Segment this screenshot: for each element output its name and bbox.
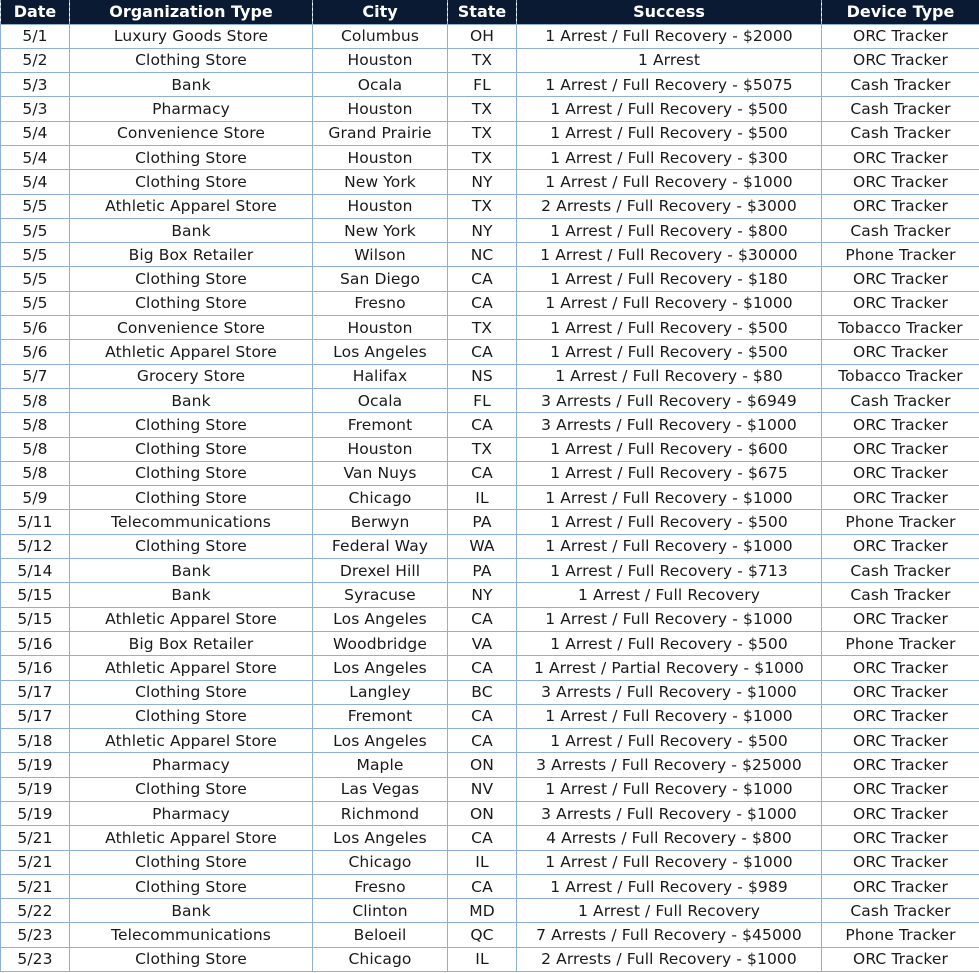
cell-state: CA [448, 607, 517, 631]
cell-device-type: ORC Tracker [822, 194, 979, 218]
cell-device-type: ORC Tracker [822, 534, 979, 558]
cell-organization-type: Convenience Store [70, 316, 313, 340]
cell-date: 5/1 [1, 24, 70, 48]
table-row [1, 631, 979, 655]
cell-success: 1 Arrest [517, 48, 822, 72]
cell-state: VA [448, 631, 517, 655]
cell-organization-type: Athletic Apparel Store [70, 729, 313, 753]
cell-state: TX [448, 121, 517, 145]
cell-date: 5/12 [1, 534, 70, 558]
cell-state: TX [448, 97, 517, 121]
cell-device-type: Cash Tracker [822, 388, 979, 412]
cell-organization-type: Telecommunications [70, 923, 313, 947]
table-row [1, 170, 979, 194]
cell-organization-type: Luxury Goods Store [70, 24, 313, 48]
cell-organization-type: Clothing Store [70, 777, 313, 801]
cell-city: Houston [313, 316, 448, 340]
cell-device-type: Cash Tracker [822, 73, 979, 97]
cell-city: Houston [313, 194, 448, 218]
table-row [1, 413, 979, 437]
cell-device-type: Phone Tracker [822, 510, 979, 534]
cell-city: Houston [313, 97, 448, 121]
cell-organization-type: Convenience Store [70, 121, 313, 145]
cell-device-type: ORC Tracker [822, 267, 979, 291]
cell-city: Halifax [313, 364, 448, 388]
cell-state: ON [448, 753, 517, 777]
cell-device-type: ORC Tracker [822, 145, 979, 169]
cell-organization-type: Pharmacy [70, 802, 313, 826]
cell-date: 5/17 [1, 704, 70, 728]
cell-city: Wilson [313, 243, 448, 267]
cell-organization-type: Big Box Retailer [70, 243, 313, 267]
cell-date: 5/22 [1, 899, 70, 923]
table-row [1, 486, 979, 510]
table-row [1, 729, 979, 753]
cell-date: 5/8 [1, 413, 70, 437]
table-row [1, 194, 979, 218]
cell-city: New York [313, 170, 448, 194]
cell-success: 3 Arrests / Full Recovery - $25000 [517, 753, 822, 777]
cell-state: IL [448, 850, 517, 874]
cell-state: TX [448, 437, 517, 461]
cell-city: Chicago [313, 486, 448, 510]
cell-state: MD [448, 899, 517, 923]
cell-organization-type: Athletic Apparel Store [70, 607, 313, 631]
column-header-organization-type: Organization Type [70, 0, 313, 24]
table-row [1, 802, 979, 826]
cell-date: 5/21 [1, 850, 70, 874]
table-row [1, 364, 979, 388]
cell-success: 1 Arrest / Full Recovery - $5075 [517, 73, 822, 97]
cell-device-type: ORC Tracker [822, 826, 979, 850]
cell-city: Chicago [313, 947, 448, 971]
cell-success: 7 Arrests / Full Recovery - $45000 [517, 923, 822, 947]
cell-success: 1 Arrest / Full Recovery - $500 [517, 729, 822, 753]
cell-state: CA [448, 340, 517, 364]
cell-device-type: Tobacco Tracker [822, 316, 979, 340]
cell-city: Fremont [313, 704, 448, 728]
table-row [1, 826, 979, 850]
cell-organization-type: Clothing Store [70, 48, 313, 72]
cell-organization-type: Athletic Apparel Store [70, 194, 313, 218]
cell-date: 5/23 [1, 923, 70, 947]
table-row [1, 753, 979, 777]
cell-date: 5/15 [1, 607, 70, 631]
table-row [1, 583, 979, 607]
cell-device-type: Phone Tracker [822, 243, 979, 267]
cell-success: 1 Arrest / Full Recovery - $1000 [517, 534, 822, 558]
cell-state: CA [448, 874, 517, 898]
cell-organization-type: Pharmacy [70, 97, 313, 121]
cell-city: Woodbridge [313, 631, 448, 655]
table-body [1, 24, 979, 972]
cell-success: 1 Arrest / Full Recovery [517, 583, 822, 607]
header-row [1, 0, 979, 24]
cell-date: 5/5 [1, 218, 70, 242]
table-row [1, 874, 979, 898]
cell-organization-type: Clothing Store [70, 486, 313, 510]
cell-city: Grand Prairie [313, 121, 448, 145]
cell-state: QC [448, 923, 517, 947]
cell-date: 5/21 [1, 826, 70, 850]
cell-date: 5/2 [1, 48, 70, 72]
cell-organization-type: Bank [70, 218, 313, 242]
column-header-state: State [448, 0, 517, 24]
cell-device-type: ORC Tracker [822, 656, 979, 680]
cell-city: Syracuse [313, 583, 448, 607]
cell-date: 5/19 [1, 777, 70, 801]
cell-date: 5/17 [1, 680, 70, 704]
cell-device-type: ORC Tracker [822, 413, 979, 437]
cell-organization-type: Pharmacy [70, 753, 313, 777]
cell-success: 1 Arrest / Full Recovery - $500 [517, 316, 822, 340]
table-row [1, 656, 979, 680]
cell-state: FL [448, 73, 517, 97]
cell-organization-type: Telecommunications [70, 510, 313, 534]
cell-device-type: ORC Tracker [822, 24, 979, 48]
cell-state: CA [448, 656, 517, 680]
cell-city: Clinton [313, 899, 448, 923]
cell-success: 1 Arrest / Full Recovery - $500 [517, 97, 822, 121]
table-row [1, 534, 979, 558]
cell-device-type: ORC Tracker [822, 753, 979, 777]
cell-device-type: ORC Tracker [822, 437, 979, 461]
table-row [1, 145, 979, 169]
table-row [1, 218, 979, 242]
cell-city: Houston [313, 48, 448, 72]
cell-date: 5/6 [1, 316, 70, 340]
table-header [1, 0, 979, 24]
cell-success: 1 Arrest / Full Recovery - $713 [517, 559, 822, 583]
cell-device-type: ORC Tracker [822, 461, 979, 485]
cell-organization-type: Clothing Store [70, 145, 313, 169]
cell-city: Los Angeles [313, 656, 448, 680]
cell-state: IL [448, 486, 517, 510]
cell-success: 3 Arrests / Full Recovery - $1000 [517, 802, 822, 826]
cell-city: Maple [313, 753, 448, 777]
cell-success: 3 Arrests / Full Recovery - $6949 [517, 388, 822, 412]
cell-state: NY [448, 170, 517, 194]
cell-success: 1 Arrest / Full Recovery - $989 [517, 874, 822, 898]
cell-success: 1 Arrest / Full Recovery - $500 [517, 340, 822, 364]
cell-date: 5/5 [1, 267, 70, 291]
cell-organization-type: Grocery Store [70, 364, 313, 388]
cell-success: 3 Arrests / Full Recovery - $1000 [517, 680, 822, 704]
table-row [1, 243, 979, 267]
cell-city: Ocala [313, 388, 448, 412]
cell-state: PA [448, 510, 517, 534]
table-row [1, 704, 979, 728]
cell-state: CA [448, 729, 517, 753]
cell-success: 1 Arrest / Full Recovery - $1000 [517, 607, 822, 631]
column-header-city: City [313, 0, 448, 24]
cell-city: Houston [313, 145, 448, 169]
cell-state: NC [448, 243, 517, 267]
cell-state: CA [448, 826, 517, 850]
cell-city: Beloeil [313, 923, 448, 947]
cell-date: 5/5 [1, 243, 70, 267]
cell-state: CA [448, 267, 517, 291]
cell-state: ON [448, 802, 517, 826]
cell-device-type: Cash Tracker [822, 218, 979, 242]
cell-date: 5/23 [1, 947, 70, 971]
cell-success: 1 Arrest / Full Recovery - $1000 [517, 486, 822, 510]
cell-device-type: ORC Tracker [822, 777, 979, 801]
cell-city: Ocala [313, 73, 448, 97]
cell-state: NY [448, 218, 517, 242]
cell-device-type: ORC Tracker [822, 680, 979, 704]
cell-device-type: ORC Tracker [822, 947, 979, 971]
cell-device-type: Phone Tracker [822, 923, 979, 947]
table-row [1, 48, 979, 72]
table-row [1, 388, 979, 412]
cell-device-type: ORC Tracker [822, 48, 979, 72]
cell-success: 1 Arrest / Full Recovery - $1000 [517, 777, 822, 801]
cell-device-type: ORC Tracker [822, 486, 979, 510]
cell-organization-type: Clothing Store [70, 874, 313, 898]
cell-success: 2 Arrests / Full Recovery - $3000 [517, 194, 822, 218]
cell-city: Richmond [313, 802, 448, 826]
cell-device-type: ORC Tracker [822, 170, 979, 194]
cell-state: CA [448, 704, 517, 728]
cell-success: 1 Arrest / Full Recovery - $2000 [517, 24, 822, 48]
cell-state: NV [448, 777, 517, 801]
table-row [1, 291, 979, 315]
cell-date: 5/9 [1, 486, 70, 510]
table-row [1, 340, 979, 364]
table-row [1, 899, 979, 923]
cell-organization-type: Bank [70, 73, 313, 97]
column-header-date: Date [1, 0, 70, 24]
cell-success: 1 Arrest / Full Recovery - $600 [517, 437, 822, 461]
cell-date: 5/5 [1, 291, 70, 315]
table-row [1, 97, 979, 121]
cell-device-type: ORC Tracker [822, 802, 979, 826]
cell-device-type: Phone Tracker [822, 631, 979, 655]
cell-device-type: Cash Tracker [822, 121, 979, 145]
cell-date: 5/3 [1, 97, 70, 121]
cell-organization-type: Bank [70, 388, 313, 412]
table-row [1, 24, 979, 48]
cell-organization-type: Bank [70, 559, 313, 583]
table-row [1, 267, 979, 291]
cell-success: 1 Arrest / Full Recovery - $800 [517, 218, 822, 242]
table-row [1, 510, 979, 534]
cell-state: TX [448, 194, 517, 218]
cell-city: Los Angeles [313, 826, 448, 850]
cell-success: 1 Arrest / Full Recovery - $30000 [517, 243, 822, 267]
cell-organization-type: Clothing Store [70, 461, 313, 485]
cell-success: 1 Arrest / Full Recovery - $1000 [517, 291, 822, 315]
cell-state: TX [448, 316, 517, 340]
cell-date: 5/5 [1, 194, 70, 218]
cell-city: San Diego [313, 267, 448, 291]
cell-state: CA [448, 413, 517, 437]
cell-city: Los Angeles [313, 607, 448, 631]
table-row [1, 947, 979, 971]
cell-organization-type: Clothing Store [70, 947, 313, 971]
cell-date: 5/15 [1, 583, 70, 607]
cell-organization-type: Athletic Apparel Store [70, 826, 313, 850]
cell-state: TX [448, 48, 517, 72]
cell-organization-type: Bank [70, 583, 313, 607]
cell-success: 1 Arrest / Full Recovery - $1000 [517, 704, 822, 728]
cell-device-type: Cash Tracker [822, 97, 979, 121]
cell-city: Columbus [313, 24, 448, 48]
cell-date: 5/8 [1, 388, 70, 412]
cell-device-type: ORC Tracker [822, 340, 979, 364]
cell-organization-type: Clothing Store [70, 291, 313, 315]
cell-success: 1 Arrest / Full Recovery - $80 [517, 364, 822, 388]
table-row [1, 923, 979, 947]
table-row [1, 680, 979, 704]
cell-device-type: Cash Tracker [822, 583, 979, 607]
table-row [1, 850, 979, 874]
cell-date: 5/11 [1, 510, 70, 534]
cell-state: NY [448, 583, 517, 607]
cell-success: 1 Arrest / Partial Recovery - $1000 [517, 656, 822, 680]
cell-city: Langley [313, 680, 448, 704]
cell-device-type: Cash Tracker [822, 559, 979, 583]
cell-device-type: ORC Tracker [822, 607, 979, 631]
cell-date: 5/8 [1, 461, 70, 485]
cell-success: 1 Arrest / Full Recovery [517, 899, 822, 923]
cell-device-type: ORC Tracker [822, 291, 979, 315]
cell-organization-type: Bank [70, 899, 313, 923]
cell-date: 5/19 [1, 753, 70, 777]
cell-state: NS [448, 364, 517, 388]
cell-date: 5/4 [1, 145, 70, 169]
cell-organization-type: Clothing Store [70, 170, 313, 194]
cell-city: Drexel Hill [313, 559, 448, 583]
cell-state: IL [448, 947, 517, 971]
cell-state: TX [448, 145, 517, 169]
cell-success: 1 Arrest / Full Recovery - $500 [517, 121, 822, 145]
cell-date: 5/4 [1, 121, 70, 145]
table-row [1, 607, 979, 631]
cell-city: Van Nuys [313, 461, 448, 485]
cell-device-type: ORC Tracker [822, 874, 979, 898]
cell-organization-type: Athletic Apparel Store [70, 340, 313, 364]
cell-success: 3 Arrests / Full Recovery - $1000 [517, 413, 822, 437]
cell-device-type: Cash Tracker [822, 899, 979, 923]
cell-organization-type: Clothing Store [70, 534, 313, 558]
column-header-success: Success [517, 0, 822, 24]
cell-date: 5/16 [1, 631, 70, 655]
cell-city: Houston [313, 437, 448, 461]
cell-organization-type: Clothing Store [70, 850, 313, 874]
column-header-device-type: Device Type [822, 0, 979, 24]
cell-state: PA [448, 559, 517, 583]
cell-success: 1 Arrest / Full Recovery - $1000 [517, 850, 822, 874]
cell-date: 5/3 [1, 73, 70, 97]
table-row [1, 777, 979, 801]
cell-state: CA [448, 461, 517, 485]
cell-success: 1 Arrest / Full Recovery - $300 [517, 145, 822, 169]
cell-state: BC [448, 680, 517, 704]
cell-success: 1 Arrest / Full Recovery - $500 [517, 510, 822, 534]
cell-date: 5/6 [1, 340, 70, 364]
cell-city: Las Vegas [313, 777, 448, 801]
cell-organization-type: Clothing Store [70, 267, 313, 291]
cell-success: 1 Arrest / Full Recovery - $500 [517, 631, 822, 655]
cell-city: Fremont [313, 413, 448, 437]
cell-device-type: ORC Tracker [822, 704, 979, 728]
cell-success: 4 Arrests / Full Recovery - $800 [517, 826, 822, 850]
cell-date: 5/21 [1, 874, 70, 898]
cell-city: Federal Way [313, 534, 448, 558]
cell-city: Chicago [313, 850, 448, 874]
cell-city: Los Angeles [313, 729, 448, 753]
cell-success: 1 Arrest / Full Recovery - $675 [517, 461, 822, 485]
cell-device-type: ORC Tracker [822, 729, 979, 753]
cell-date: 5/14 [1, 559, 70, 583]
cell-state: CA [448, 291, 517, 315]
cell-organization-type: Athletic Apparel Store [70, 656, 313, 680]
table-row [1, 316, 979, 340]
cell-state: OH [448, 24, 517, 48]
cell-date: 5/4 [1, 170, 70, 194]
table-row [1, 437, 979, 461]
cell-city: Fresno [313, 874, 448, 898]
cell-organization-type: Clothing Store [70, 437, 313, 461]
cell-device-type: ORC Tracker [822, 850, 979, 874]
cell-date: 5/7 [1, 364, 70, 388]
table-row [1, 73, 979, 97]
cell-city: Fresno [313, 291, 448, 315]
cell-state: FL [448, 388, 517, 412]
cell-date: 5/18 [1, 729, 70, 753]
cell-success: 2 Arrests / Full Recovery - $1000 [517, 947, 822, 971]
cell-device-type: Tobacco Tracker [822, 364, 979, 388]
cell-organization-type: Clothing Store [70, 413, 313, 437]
cell-date: 5/16 [1, 656, 70, 680]
cell-state: WA [448, 534, 517, 558]
table-row [1, 559, 979, 583]
cell-date: 5/19 [1, 802, 70, 826]
cell-organization-type: Clothing Store [70, 680, 313, 704]
table-row [1, 121, 979, 145]
cell-organization-type: Clothing Store [70, 704, 313, 728]
cell-city: Los Angeles [313, 340, 448, 364]
cell-success: 1 Arrest / Full Recovery - $1000 [517, 170, 822, 194]
cell-success: 1 Arrest / Full Recovery - $180 [517, 267, 822, 291]
cell-city: New York [313, 218, 448, 242]
cell-city: Berwyn [313, 510, 448, 534]
cell-organization-type: Big Box Retailer [70, 631, 313, 655]
cell-date: 5/8 [1, 437, 70, 461]
table-row [1, 461, 979, 485]
